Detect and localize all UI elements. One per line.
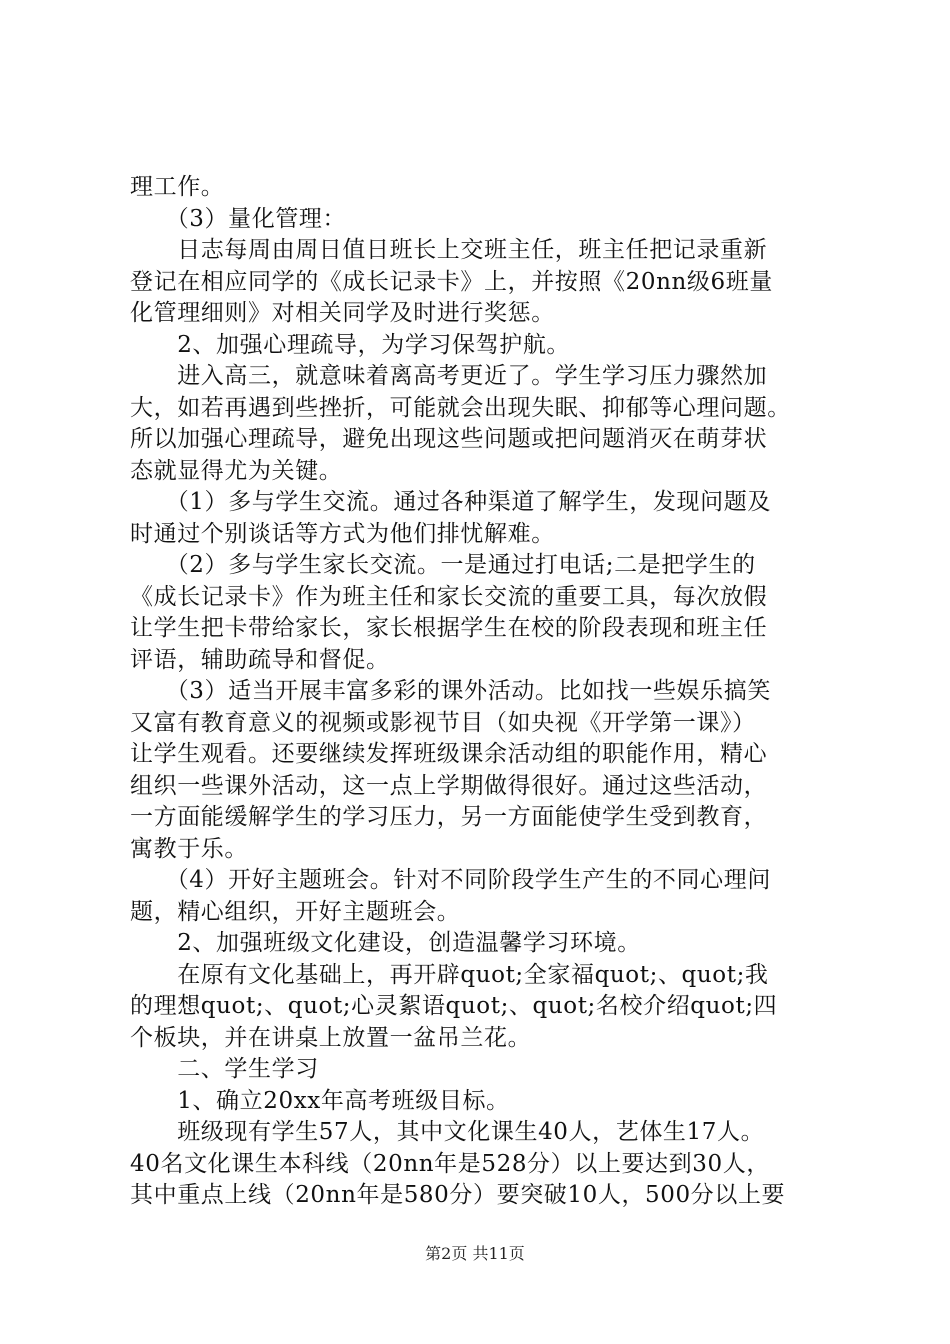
text-line: 1、确立20xx年高考班级目标。 <box>130 1087 510 1114</box>
text-line: 大，如若再遇到些挫折，可能就会出现失眠、抑郁等心理问题。 <box>130 394 791 421</box>
text-line: 寓教于乐。 <box>130 835 248 862</box>
text-line: 时通过个别谈话等方式为他们排忧解难。 <box>130 520 555 547</box>
text-line: 二、学生学习 <box>130 1056 319 1082</box>
text-line: 2、加强心理疏导，为学习保驾护航。 <box>130 331 571 358</box>
text-line: 在原有文化基础上，再开辟quot;全家福quot;、quot;我 <box>130 961 769 988</box>
text-line: 让学生观看。还要继续发挥班级课余活动组的职能作用，精心 <box>130 741 768 767</box>
text-line: （1）多与学生交流。通过各种渠道了解学生，发现问题及 <box>130 489 771 515</box>
page-footer: 第2页 共11页 <box>425 1244 525 1263</box>
text-line: 日志每周由周日值日班长上交班主任，班主任把记录重新 <box>130 237 768 263</box>
text-line: 的理想quot;、quot;心灵絮语quot;、quot;名校介绍quot;四 <box>130 993 778 1019</box>
text-line: 进入高三，就意味着离高考更近了。学生学习压力骤然加 <box>130 363 768 389</box>
text-line: （4）开好主题班会。针对不同阶段学生产生的不同心理问 <box>130 867 771 893</box>
text-line: 班级现有学生57人，其中文化课生40人，艺体生17人。 <box>130 1119 765 1145</box>
text-line: （3）适当开展丰富多彩的课外活动。比如找一些娱乐搞笑 <box>130 678 771 704</box>
text-line: 所以加强心理疏导，避免出现这些问题或把问题消灭在萌芽状 <box>130 426 768 452</box>
text-line: （2）多与学生家长交流。一是通过打电话;二是把学生的 <box>130 552 756 578</box>
text-line: 化管理细则》对相关同学及时进行奖惩。 <box>130 300 555 326</box>
text-line: （3）量化管理： <box>130 205 347 232</box>
text-line: 评语，辅助疏导和督促。 <box>130 646 390 673</box>
body-text <box>130 172 850 1212</box>
text-line: 题，精心组织，开好主题班会。 <box>130 898 461 925</box>
text-line: 让学生把卡带给家长，家长根据学生在校的阶段表现和班主任 <box>130 615 768 641</box>
text-line: 态就显得尤为关键。 <box>130 457 343 484</box>
text-line: 个板块，并在讲桌上放置一盆吊兰花。 <box>130 1024 532 1051</box>
text-line: 2、加强班级文化建设，创造温馨学习环境。 <box>130 930 641 956</box>
text-line: 组织一些课外活动，这一点上学期做得很好。通过这些活动， <box>130 772 768 799</box>
text-line: 登记在相应同学的《成长记录卡》上，并按照《20nn级6班量 <box>130 268 773 295</box>
text-line: 40名文化课生本科线（20nn年是528分）以上要达到30人， <box>130 1150 770 1177</box>
text-line: 又富有教育意义的视频或影视节目（如央视《开学第一课》） <box>130 709 756 736</box>
text-line: 其中重点上线（20nn年是580分）要突破10人，500分以上要 <box>130 1182 786 1208</box>
text-line: 《成长记录卡》作为班主任和家长交流的重要工具，每次放假 <box>130 583 768 610</box>
text-line: 一方面能缓解学生的学习压力，另一方面能使学生受到教育， <box>130 804 768 830</box>
text-line: 理工作。 <box>130 174 225 200</box>
